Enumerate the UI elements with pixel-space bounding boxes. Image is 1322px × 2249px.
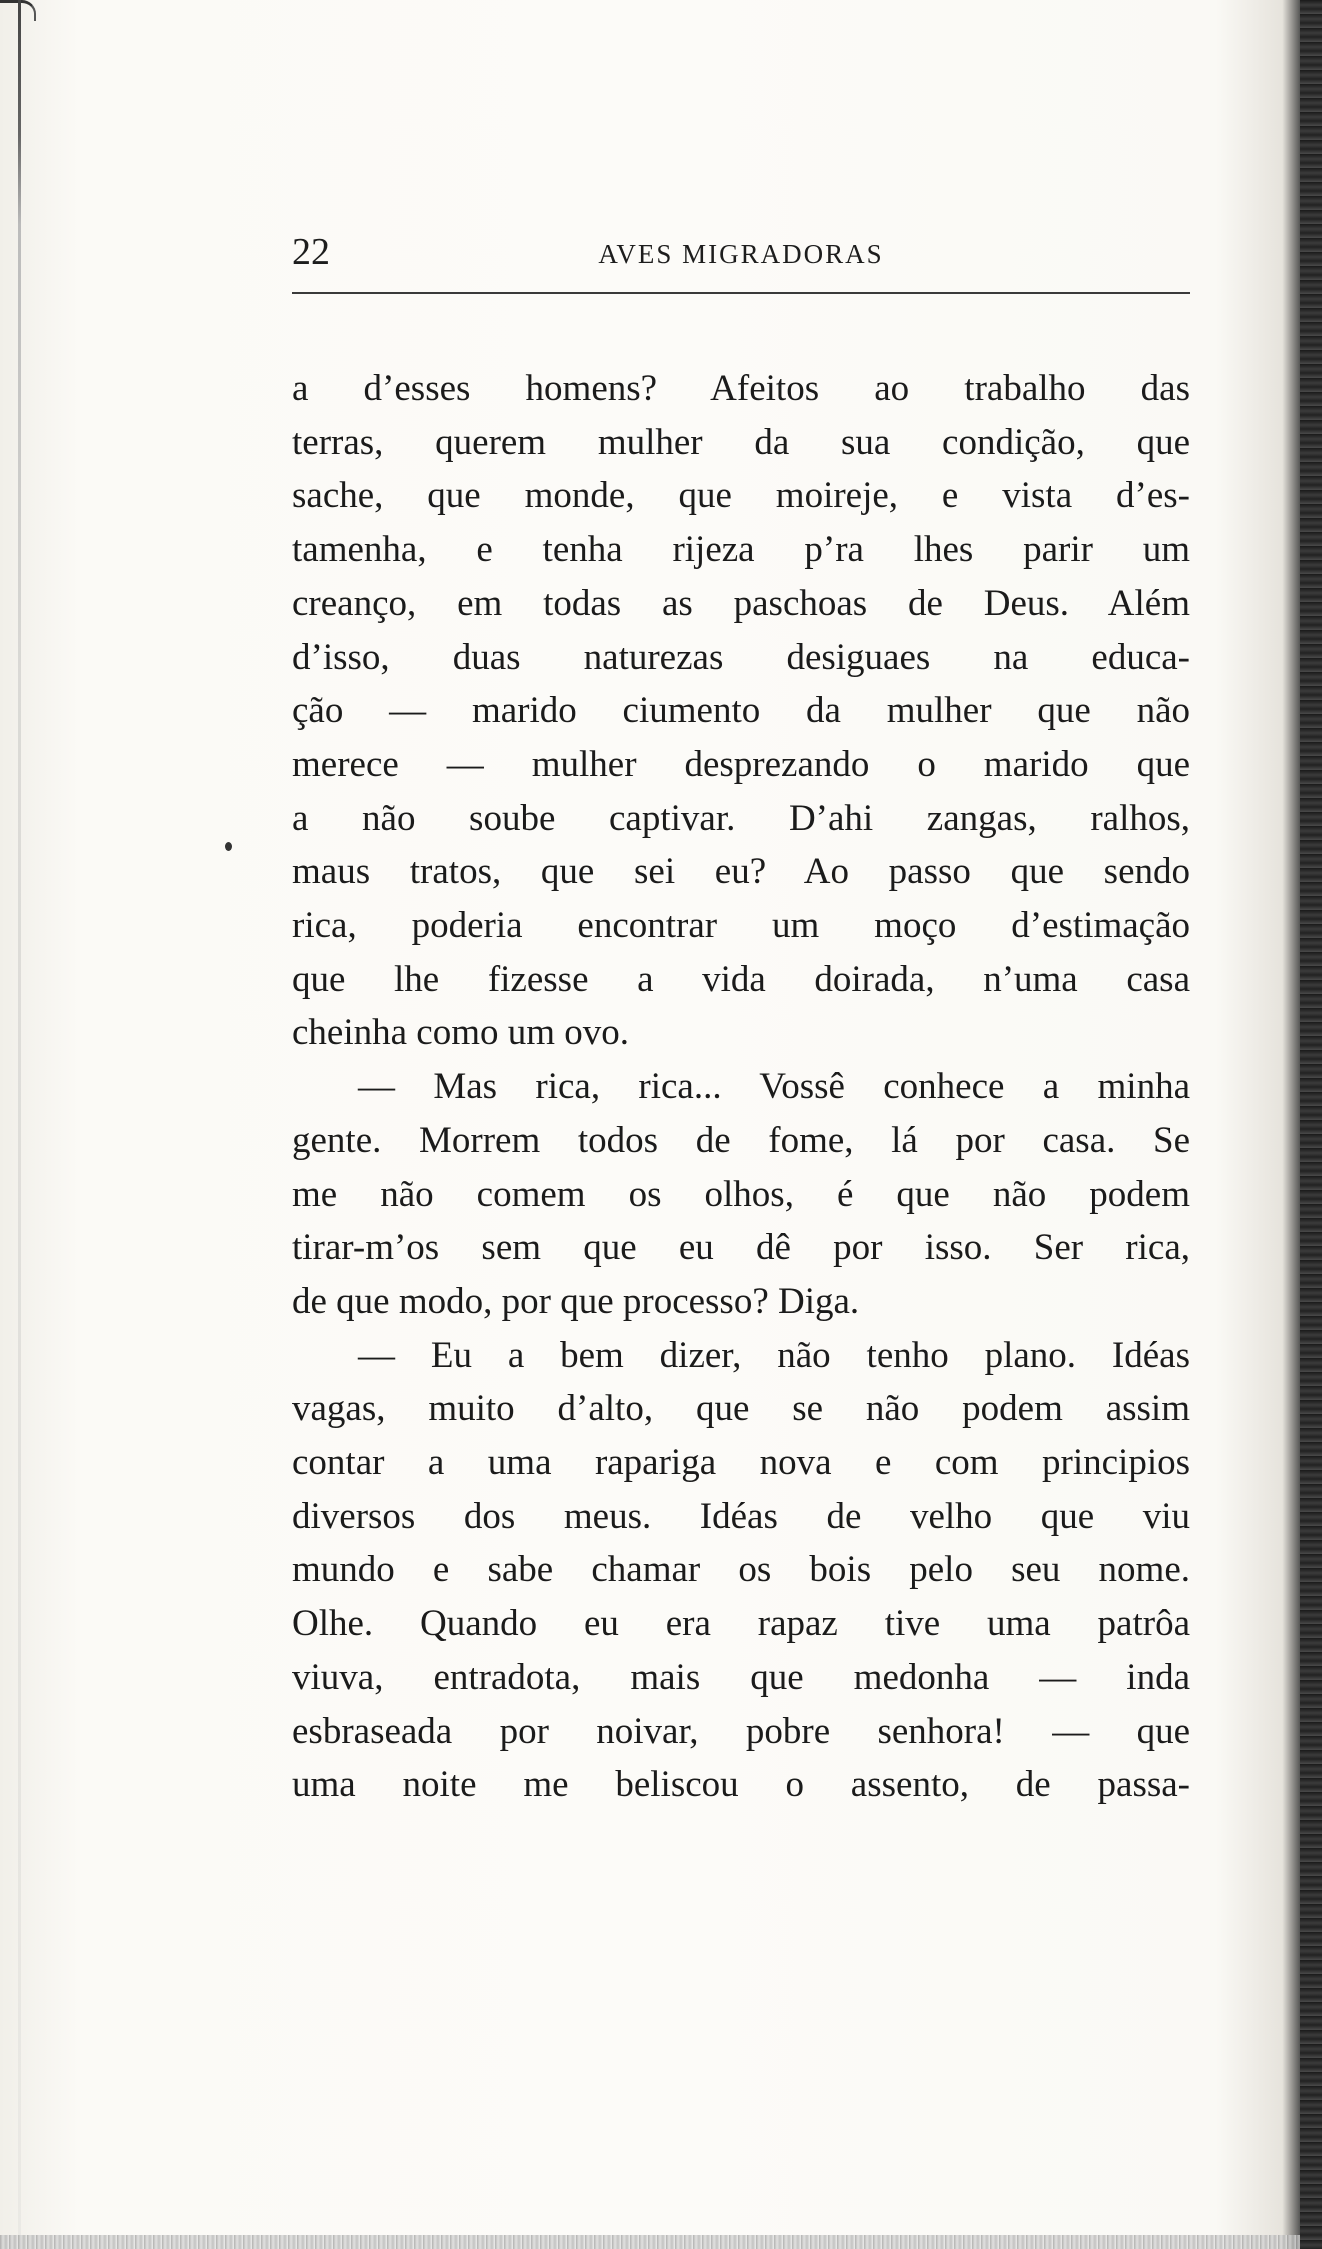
text-line: terras, querem mulher da sua condição, que xyxy=(292,421,1190,463)
binding-shadow xyxy=(1300,0,1322,2249)
text-line: contar a uma rapariga nova e com principios xyxy=(292,1442,1190,1484)
text-line: diversos dos meus. Idéas de velho que viu xyxy=(292,1495,1190,1537)
text-line: ção — marido ciumento da mulher que não xyxy=(292,690,1190,732)
text-line: vagas, muito d’alto, que se não podem assim xyxy=(292,1388,1190,1430)
text-line: tamenha, e tenha rijeza p’ra lhes parir um xyxy=(292,529,1190,571)
body-text xyxy=(292,362,1190,1812)
text-line: me não comem os olhos, é que não podem xyxy=(292,1173,1190,1215)
text-line: d’isso, duas naturezas desiguaes na educa- xyxy=(292,636,1190,678)
text-line: merece — mulher desprezando o marido que xyxy=(292,743,1190,785)
text-line: gente. Morrem todos de fome, lá por casa. Se xyxy=(292,1119,1190,1161)
text-line: creanço, em todas as paschoas de Deus. Além xyxy=(292,582,1190,624)
text-line: Olhe. Quando eu era rapaz tive uma patrôa xyxy=(292,1603,1190,1645)
running-head: AVES MIGRADORAS xyxy=(598,239,884,269)
page-left-edge xyxy=(18,0,21,2249)
text-line: mundo e sabe chamar os bois pelo seu nome. xyxy=(292,1549,1190,1591)
page-header xyxy=(292,228,1190,294)
margin-mark xyxy=(225,842,232,851)
text-line: uma noite me beliscou o assento, de passa- xyxy=(292,1764,1190,1806)
text-line: cheinha como um ovo. xyxy=(292,1012,630,1054)
text-line: a não soube captivar. D’ahi zangas, ralhos, xyxy=(292,797,1190,839)
text-line: maus tratos, que sei eu? Ao passo que sendo xyxy=(292,851,1190,893)
text-line: rica, poderia encontrar um moço d’estimação xyxy=(292,905,1190,947)
text-line: sache, que monde, que moireje, e vista d’es- xyxy=(292,475,1190,517)
page-bottom-edge xyxy=(0,2235,1300,2249)
text-line: tirar-m’os sem que eu dê por isso. Ser rica, xyxy=(292,1227,1190,1269)
text-line: a d’esses homens? Afeitos ao trabalho das xyxy=(292,368,1190,409)
text-line: viuva, entradota, mais que medonha — inda xyxy=(292,1656,1190,1698)
text-line: — Mas rica, rica... Vossê conhece a minha xyxy=(358,1066,1190,1108)
text-line: de que modo, por que processo? Diga. xyxy=(292,1280,860,1322)
text-line: esbraseada por noivar, pobre senhora! — que xyxy=(292,1710,1190,1752)
text-line: — Eu a bem dizer, não tenho plano. Idéas xyxy=(358,1334,1190,1376)
page-number: 22 xyxy=(292,231,330,273)
text-line: que lhe fizesse a vida doirada, n’uma casa xyxy=(292,958,1190,1000)
